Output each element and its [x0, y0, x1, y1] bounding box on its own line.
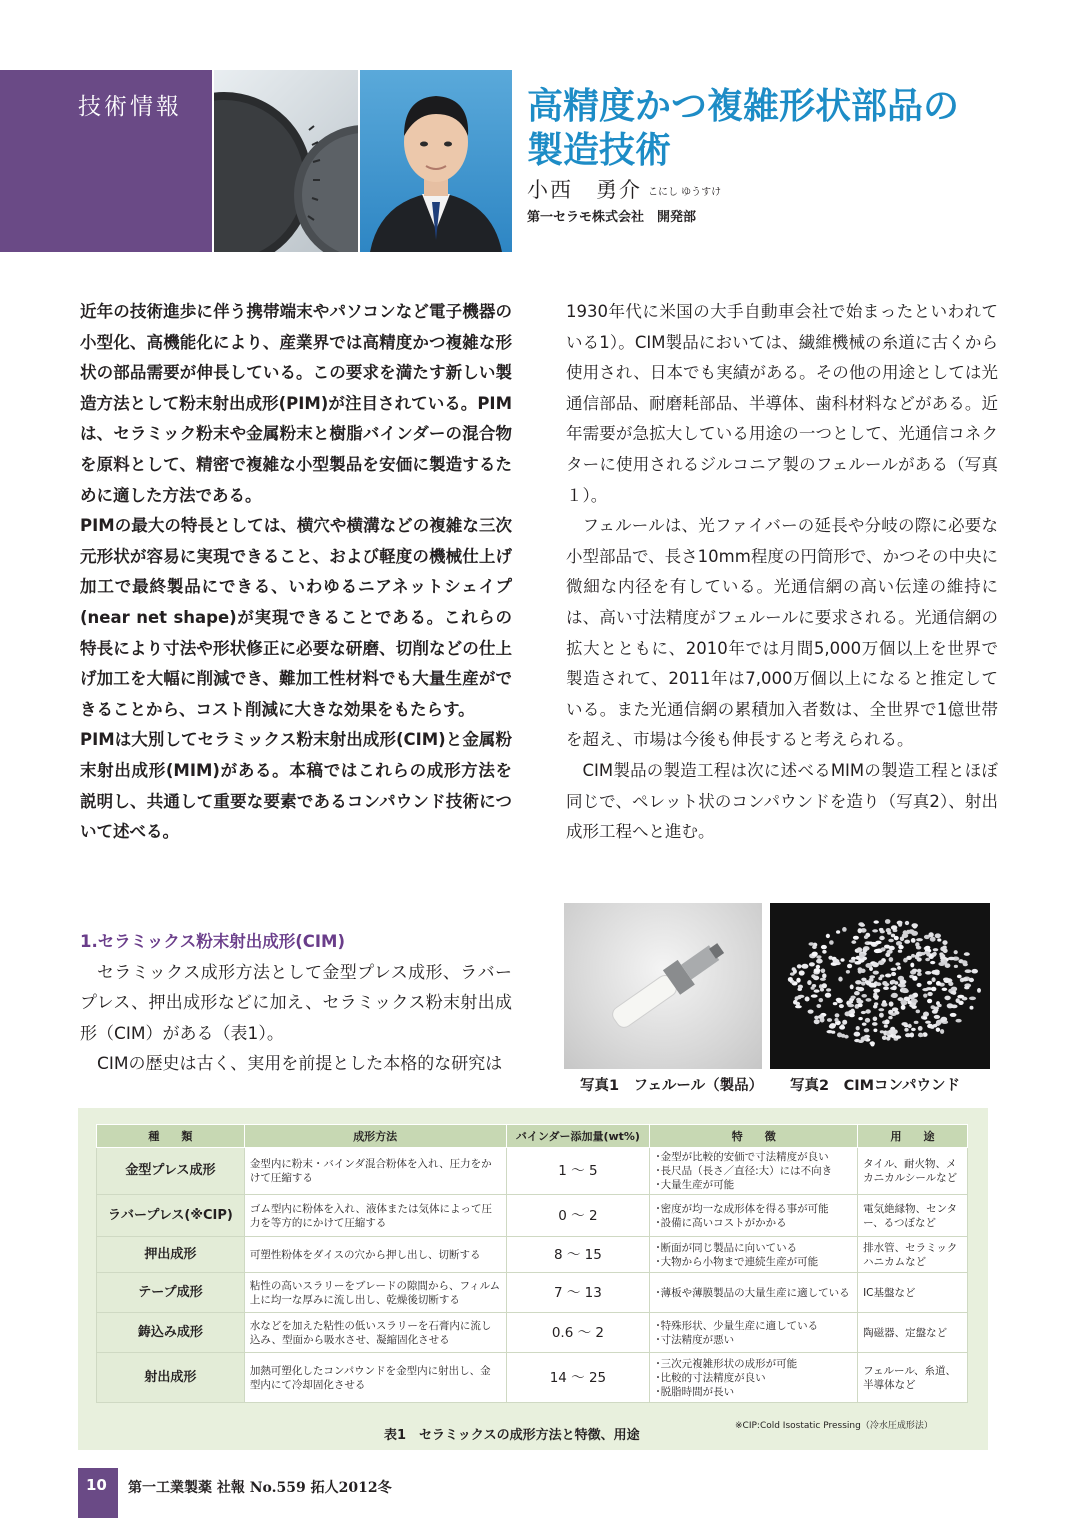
header-binder-amount: バインダー添加量(wt%): [506, 1125, 650, 1148]
cell-amount: 7 ～ 13: [506, 1273, 650, 1313]
cell-kind: テープ成形: [97, 1273, 245, 1313]
cell-kind: ラバープレス(※CIP): [97, 1195, 245, 1237]
photo-2-caption: 写真2 CIMコンパウンド: [790, 1078, 961, 1094]
cell-amount: 0.6 ～ 2: [506, 1313, 650, 1353]
cell-amount: 8 ～ 15: [506, 1237, 650, 1273]
cell-features: ･特殊形状、少量生産に適している ･寸法精度が悪い: [650, 1313, 858, 1353]
title-line-2: 製造技術: [527, 129, 672, 171]
saw-blade-photo: [214, 70, 358, 252]
cell-amount: 1 ～ 5: [506, 1148, 650, 1195]
table-note: ※CIP:Cold Isostatic Pressing（冷水圧成形法）: [735, 1421, 933, 1431]
forming-methods-table: [96, 1124, 968, 1403]
right-paragraph: CIM製品の製造工程は次に述べるMIMの製造工程とほぼ同じで、ペレット状のコンパウンドを造り（写真2）、射出成形工程へと進む。: [566, 760, 998, 842]
author-name: 小西 勇介: [527, 178, 642, 202]
section-heading: 1.セラミックス粉末射出成形(CIM): [80, 932, 346, 951]
header-features: 特 徴: [650, 1125, 858, 1148]
right-column: [566, 297, 998, 848]
cell-method: 粘性の高いスラリーをブレードの隙間から、フィルム上に均一な厚みに流し出し、乾燥後切断する: [244, 1273, 506, 1313]
header-kind: 種 類: [97, 1125, 245, 1148]
section-1: [80, 927, 512, 1080]
author-portrait: [360, 70, 512, 252]
cell-features: ･三次元複雑形状の成形が可能 ･比較的寸法精度が良い ･脱脂時間が長い: [650, 1353, 858, 1403]
cell-kind: 押出成形: [97, 1237, 245, 1273]
cell-uses: 電気絶縁物、センター、るつぼなど: [858, 1195, 968, 1237]
table-row: [97, 1273, 968, 1313]
table-caption: 表1 セラミックスの成形方法と特徴、用途: [384, 1428, 640, 1443]
cell-amount: 14 ～ 25: [506, 1353, 650, 1403]
journal-name: 第一工業製薬 社報 No.559 拓人2012冬: [128, 1480, 392, 1496]
author-ruby: こにし ゆうすけ: [648, 187, 722, 198]
table-row: [97, 1237, 968, 1273]
cell-features: ･密度が均一な成形体を得る事が可能 ･設備に高いコストがかかる: [650, 1195, 858, 1237]
cell-uses: 陶磁器、定盤など: [858, 1313, 968, 1353]
cell-method: 加熱可塑化したコンパウンドを金型内に射出し、金型内にて冷却固化させる: [244, 1353, 506, 1403]
right-paragraph: フェルールは、光ファイバーの延長や分岐の際に必要な小型部品で、長さ10mm程度の円筒形で、かつその中央に微細な内径を有している。光通信網の高い伝達の維持には、高い寸法精度がフェルールに要求される。光通信網の拡大とともに、2010年では月間5,000万個以上を世界で製造されて、2011年は7,000万個以上になると推定している。また光通信網の累積加入者数は、全世界で1億世帯を超え、市場は今後も伸長すると考えられる。: [566, 516, 998, 750]
table-header-row: [97, 1125, 968, 1148]
header-uses: 用 途: [858, 1125, 968, 1148]
table-row: [97, 1313, 968, 1353]
photo-1-caption: 写真1 フェルール（製品）: [580, 1078, 764, 1094]
cell-features: ･薄板や薄膜製品の大量生産に適している: [650, 1273, 858, 1313]
title-line-1: 高精度かつ複雑形状部品の: [527, 85, 960, 127]
cell-kind: 金型プレス成形: [97, 1148, 245, 1195]
left-paragraph: 近年の技術進歩に伴う携帯端末やパソコンなど電子機器の小型化、高機能化により、産業界では高精度かつ複雑な形状の部品需要が伸長している。この要求を満たす新しい製造方法として粉末射出成形(PIM)が注目されている。PIMは、セラミック粉末や金属粉末と樹脂バインダーの混合物を原料として、精密で複雑な小型製品を安価に製造するために適した方法である。: [80, 302, 512, 505]
section-tag: 技術情報: [78, 94, 182, 120]
cell-features: ･金型が比較的安価で寸法精度が良い ･長尺品（長さ／直径:大）には不向き ･大量生産が可能: [650, 1148, 858, 1195]
cell-method: 水などを加えた粘性の低いスラリーを石膏内に流し込み、型面から吸水させ、凝縮固化させる: [244, 1313, 506, 1353]
left-paragraph: PIMの最大の特長としては、横穴や横溝などの複雑な三次元形状が容易に実現できること、および軽度の機械仕上げ加工で最終製品にできる、いわゆるニアネットシェイプ(near net shape)が実現できることである。これらの特長により寸法や形状修正に必要な研磨、切削などの仕上げ加工を大幅に削減でき、難加工性材料でも大量生産ができることから、コスト削減に大きな効果をもたらす。: [80, 516, 512, 719]
cell-uses: フェルール、糸道、半導体など: [858, 1353, 968, 1403]
cell-features: ･断面が同じ製品に向いている ･大物から小物まで連続生産が可能: [650, 1237, 858, 1273]
table-row: [97, 1148, 968, 1195]
section-paragraph: CIMの歴史は古く、実用を前提とした本格的な研究は: [97, 1054, 503, 1075]
left-column: [80, 297, 512, 848]
cell-amount: 0 ～ 2: [506, 1195, 650, 1237]
table-row: [97, 1353, 968, 1403]
page-number: 10: [86, 1476, 107, 1494]
section-paragraph: セラミックス成形方法として金型プレス成形、ラバープレス、押出成形などに加え、セラミックス粉末射出成形（CIM）がある（表1）。: [80, 962, 512, 1044]
cell-method: 可塑性粉体をダイスの穴から押し出し、切断する: [244, 1237, 506, 1273]
cell-method: ゴム型内に粉体を入れ、液体または気体によって圧力を等方的にかけて圧縮する: [244, 1195, 506, 1237]
left-paragraph: PIMは大別してセラミックス粉末射出成形(CIM)と金属粉末射出成形(MIM)がある。本稿ではこれらの成形方法を説明し、共通して重要な要素であるコンパウンド技術について述べる。: [80, 730, 512, 842]
cell-method: 金型内に粉末・バインダ混合粉体を入れ、圧力をかけて圧縮する: [244, 1148, 506, 1195]
cim-compound-photo: [770, 903, 990, 1069]
right-paragraph: 1930年代に米国の大手自動車会社で始まったといわれている1）。CIM製品においては、繊維機械の糸道に古くから使用され、日本でも実績がある。その他の用途としては光通信部品、耐磨耗部品、半導体、歯科材料などがある。近年需要が急拡大している用途の一つとして、光通信コネクターに使用されるジルコニア製のフェルールがある（写真１）。: [566, 302, 998, 505]
ferrule-photo: [564, 903, 762, 1069]
header-method: 成形方法: [244, 1125, 506, 1148]
cell-uses: 排水管、セラミックハニカムなど: [858, 1237, 968, 1273]
author-organization: 第一セラモ株式会社 開発部: [527, 210, 697, 225]
cell-kind: 射出成形: [97, 1353, 245, 1403]
cell-kind: 鋳込み成形: [97, 1313, 245, 1353]
table-row: [97, 1195, 968, 1237]
cell-uses: タイル、耐火物、メカニカルシールなど: [858, 1148, 968, 1195]
article-title: [527, 84, 1067, 172]
cell-uses: IC基盤など: [858, 1273, 968, 1313]
